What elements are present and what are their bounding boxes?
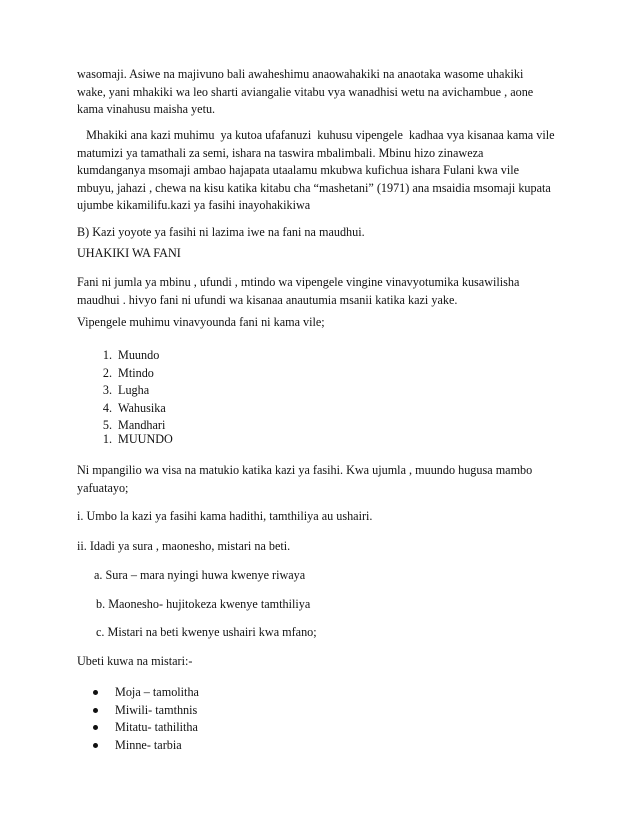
list-item: [94, 347, 166, 365]
list-text: Mitatu- tathilitha: [115, 720, 198, 734]
list-item: [92, 702, 199, 720]
sub-item-c: c. Mistari na beti kwenye ushairi kwa mfano;: [96, 625, 317, 639]
list-text: Moja – tamolitha: [115, 685, 199, 699]
subsection-heading: [94, 431, 173, 449]
list-item: [94, 400, 166, 418]
list-item: [94, 382, 166, 400]
list-text: Mandhari: [118, 418, 166, 432]
paragraph-9: [77, 653, 577, 671]
list-item: [94, 431, 173, 449]
list-text: Miwili- tamthnis: [115, 702, 198, 717]
text-line: ii. Idadi ya sura , maonesho, mistari na beti.: [77, 539, 291, 553]
text-line: wake, yani mhakiki wa leo sharti aviangalie vitabu vya wanadhisi wetu na avichambue , aone: [77, 84, 534, 99]
paragraph-6: [77, 462, 577, 497]
text-line: Mhakiki ana kazi muhimu ya kutoa ufafanuzi kuhusu vipengele kadhaa vya kisanaa kama vile: [77, 128, 555, 142]
text-line: Fani ni jumla ya mbinu , ufundi , mtindo wa vipengele vingine vinavyotumika kusawilisha: [77, 275, 520, 289]
bullet-icon: [93, 690, 98, 695]
text-line: maudhui . hivyo fani ni ufundi wa kisanaa anautumia msanii katika kazi yake.: [77, 292, 458, 307]
text-line: B) Kazi yoyote ya fasihi ni lazima iwe na fani na maudhui.: [77, 225, 365, 239]
bullet-icon: [93, 743, 98, 748]
text-line: i. Umbo la kazi ya fasihi kama hadithi, tamthiliya au ushairi.: [77, 509, 373, 523]
bullet-icon: [93, 725, 98, 730]
paragraph-1: [77, 66, 577, 119]
text-line: Vipengele muhimu vinavyounda fani ni kama vile;: [77, 315, 325, 329]
list-text: Wahusika: [118, 400, 166, 415]
text-line: kumdanganya msomaji ambao hajapata utaalamu mkubwa kufichua ishara Fulani kwa vile: [77, 163, 519, 177]
text-line: Ubeti kuwa na mistari:-: [77, 654, 193, 668]
sub-item-b: b. Maonesho- hujitokeza kwenye tamthiliya: [96, 597, 311, 611]
text-line: matumizi ya tamathali za semi, ishara na taswira mbalimbali. Mbinu hizo zinaweza: [77, 145, 484, 160]
paragraph-3: [77, 224, 577, 242]
paragraph-7: [77, 508, 577, 526]
heading-text: UHAKIKI WA FANI: [77, 246, 181, 260]
list-item: [92, 737, 199, 755]
text-line: mbuyu, jahazi , chewa na kisu katika kitabu cha “mashetani” (1971) ana msaidia msomaji kupata: [77, 180, 551, 195]
list-number: 3.: [102, 383, 112, 397]
list-number: 1.: [102, 432, 112, 446]
text-line: Ni mpangilio wa visa na matukio katika kazi ya fasihi. Kwa ujumla , muundo hugusa mambo: [77, 463, 533, 477]
paragraph-5: [77, 314, 577, 332]
text-line: wasomaji. Asiwe na majivuno bali awaheshimu anaowahakiki na anaotaka wasome uhakiki: [77, 67, 524, 81]
list-number: 5.: [102, 418, 112, 432]
list-text: Minne- tarbia: [115, 737, 182, 752]
text-line: yafuatayo;: [77, 480, 129, 495]
list-number: 1.: [102, 348, 112, 362]
section-heading: [77, 245, 577, 263]
bullet-list: [92, 684, 199, 754]
list-item: [92, 719, 199, 737]
text-line: kama vinahusu maisha yetu.: [77, 102, 216, 116]
list-item: [92, 684, 199, 702]
list-number: 4.: [102, 400, 112, 415]
paragraph-4: [77, 274, 577, 309]
paragraph-8: [77, 538, 577, 556]
list-item: [94, 365, 166, 383]
numbered-list: [94, 347, 166, 435]
list-number: 2.: [102, 365, 112, 380]
sub-item-a: a. Sura – mara nyingi huwa kwenye riwaya: [94, 568, 306, 582]
subheading-text: MUUNDO: [118, 432, 173, 446]
bullet-icon: [93, 708, 98, 713]
text-line: ujumbe kikamilifu.kazi ya fasihi inayohakikiwa: [77, 198, 311, 212]
paragraph-2: [77, 127, 577, 215]
list-text: Lugha: [118, 383, 150, 397]
list-text: Muundo: [118, 348, 160, 362]
list-text: Mtindo: [118, 365, 154, 380]
